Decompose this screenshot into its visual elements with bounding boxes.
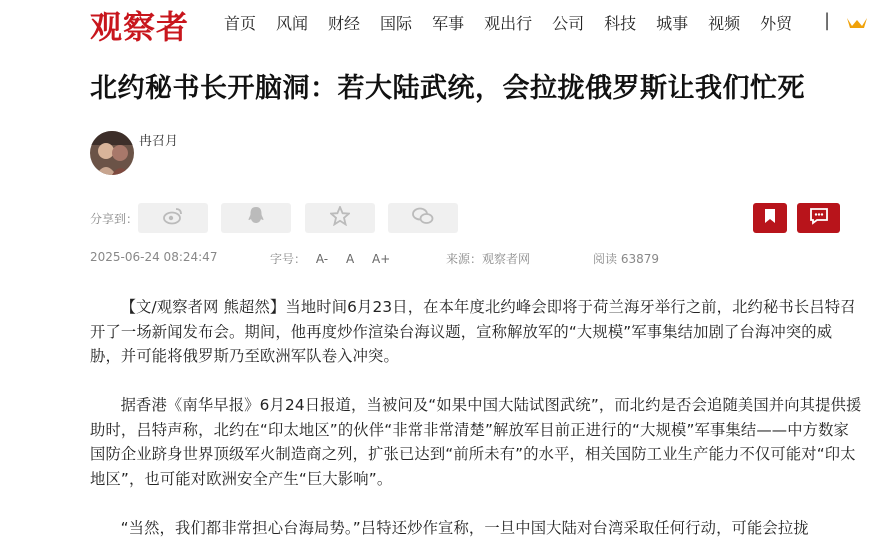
nav-item-tech[interactable]: 科技 xyxy=(604,14,637,33)
article-paragraph: 【文/观察者网 熊超然】当地时间6月23日，在本年度北约峰会即将于荷兰海牙举行之前，北约秘书长吕特召开了一场新闻发布会。期间，他再度炒作渲染台海议题，宣称解放军的“大规模”军事集结加剧了台海冲突的威胁，并可能将俄罗斯乃至欧洲军队卷入冲突。 xyxy=(90,298,856,365)
nav-separator: | xyxy=(824,10,831,31)
bookmark-icon xyxy=(764,208,776,228)
font-decrease-button[interactable]: A- xyxy=(315,252,329,266)
nav-menu xyxy=(224,11,812,34)
nav-item-travel[interactable]: 观出行 xyxy=(484,14,533,33)
nav-item-fengwen[interactable]: 风闻 xyxy=(276,14,309,33)
vip-crown-icon[interactable] xyxy=(846,14,866,28)
nav-item-city[interactable]: 城事 xyxy=(656,14,689,33)
qzone-icon xyxy=(330,206,350,230)
bookmark-button[interactable] xyxy=(753,203,787,233)
top-navigation xyxy=(0,0,884,44)
weibo-icon xyxy=(163,207,183,229)
share-weibo-button[interactable] xyxy=(138,203,208,233)
article-body xyxy=(90,295,862,558)
wechat-icon xyxy=(412,207,434,229)
share-qzone-button[interactable] xyxy=(305,203,375,233)
article-title: 北约秘书长开脑洞：若大陆武统，会拉拢俄罗斯让我们忙死 xyxy=(90,73,805,104)
site-logo[interactable]: 观察者 xyxy=(90,8,190,46)
comment-icon xyxy=(809,207,829,229)
nav-item-company[interactable]: 公司 xyxy=(552,14,585,33)
nav-item-finance[interactable]: 财经 xyxy=(328,14,361,33)
avatar[interactable] xyxy=(90,131,134,175)
author-name[interactable]: 冉召月 xyxy=(139,134,179,149)
font-size-label: 字号： xyxy=(270,252,307,266)
nav-item-trade[interactable]: 外贸 xyxy=(760,14,793,33)
nav-item-video[interactable]: 视频 xyxy=(708,14,741,33)
comment-button[interactable] xyxy=(797,203,840,233)
article-paragraph: 据香港《南华早报》6月24日报道，当被问及“如果中国大陆试图武统”，而北约是否会追随美国并向其提供援助时，吕特声称，北约在“印太地区”的伙伴“非常非常清楚”解放军目前正进行的“大规模”军事集结——中方数家国防企业跻身世界顶级军火制造商之列，扩张已达到“前所未有”的水平，相关国防工业生产能力不仅可能对“印太地区”，也可能对欧洲安全产生“巨大影响”。 xyxy=(90,396,862,488)
article-paragraph: “当然，我们都非常担心台海局势。”吕特还炒作宣称，一旦中国大陆对台湾采取任何行动，可能会拉拢 xyxy=(120,518,809,537)
share-qq-button[interactable] xyxy=(221,203,291,233)
font-default-button[interactable]: A xyxy=(345,252,355,266)
article-source: 来源：观察者网 xyxy=(446,252,531,266)
nav-item-home[interactable]: 首页 xyxy=(224,14,257,33)
nav-item-international[interactable]: 国际 xyxy=(380,14,413,33)
font-size-control xyxy=(270,250,390,267)
share-wechat-button[interactable] xyxy=(388,203,458,233)
share-label: 分享到： xyxy=(90,212,139,226)
nav-item-military[interactable]: 军事 xyxy=(432,14,465,33)
read-count: 阅读 63879 xyxy=(593,252,659,266)
qq-icon xyxy=(247,206,265,230)
publish-time: 2025-06-24 08:24:47 xyxy=(90,250,218,264)
font-increase-button[interactable]: A+ xyxy=(372,252,391,266)
